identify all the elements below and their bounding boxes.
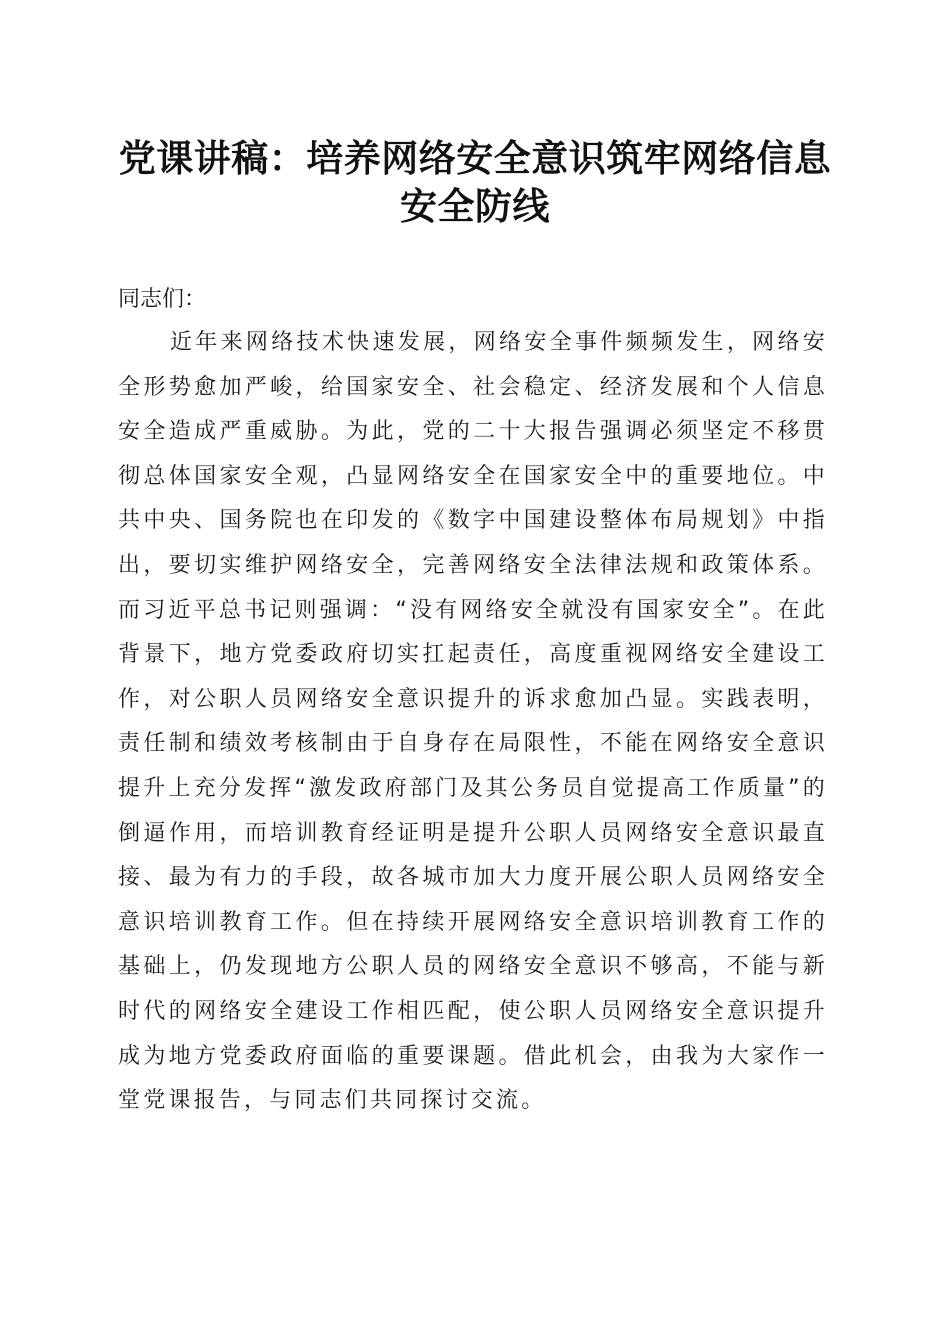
body-paragraph: 近年来网络技术快速发展，网络安全事件频频发生，网络安全形势愈加严峻，给国家安全、社会稳定、经济发展和个人信息安全造成严重威胁。为此，党的二十大报告强调必须坚定不移贯彻总体国家安全观，凸显网络安全在国家安全中的重要地位。中共中央、国务院也在印发的《数字中国建设整体布局规划》中指出，要切实维护网络安全，完善网络安全法律法规和政策体系。而习近平总书记则强调：“没有网络安全就没有国家安全”。在此背景下，地方党委政府切实扛起责任，高度重视网络安全建设工作，对公职人员网络安全意识提升的诉求愈加凸显。实践表明，责任制和绩效考核制由于自身存在局限性，不能在网络安全意识提升上充分发挥“激发政府部门及其公务员自觉提高工作质量”的倒逼作用，而培训教育经证明是提升公职人员网络安全意识最直接、最为有力的手段，故各城市加大力度开展公职人员网络安全意识培训教育工作。但在持续开展网络安全意识培训教育工作的基础上，仍发现地方公职人员的网络安全意识不够高，不能与新时代的网络安全建设工作相匹配，使公职人员网络安全意识提升成为地方党委政府面临的重要课题。借此机会，由我为大家作一堂党课报告，与同志们共同探讨交流。 xyxy=(118,330,828,1114)
salutation: 同志们： xyxy=(118,287,207,312)
document-title: 党课讲稿：培养网络安全意识筑牢网络信息安全防线 xyxy=(118,136,832,228)
